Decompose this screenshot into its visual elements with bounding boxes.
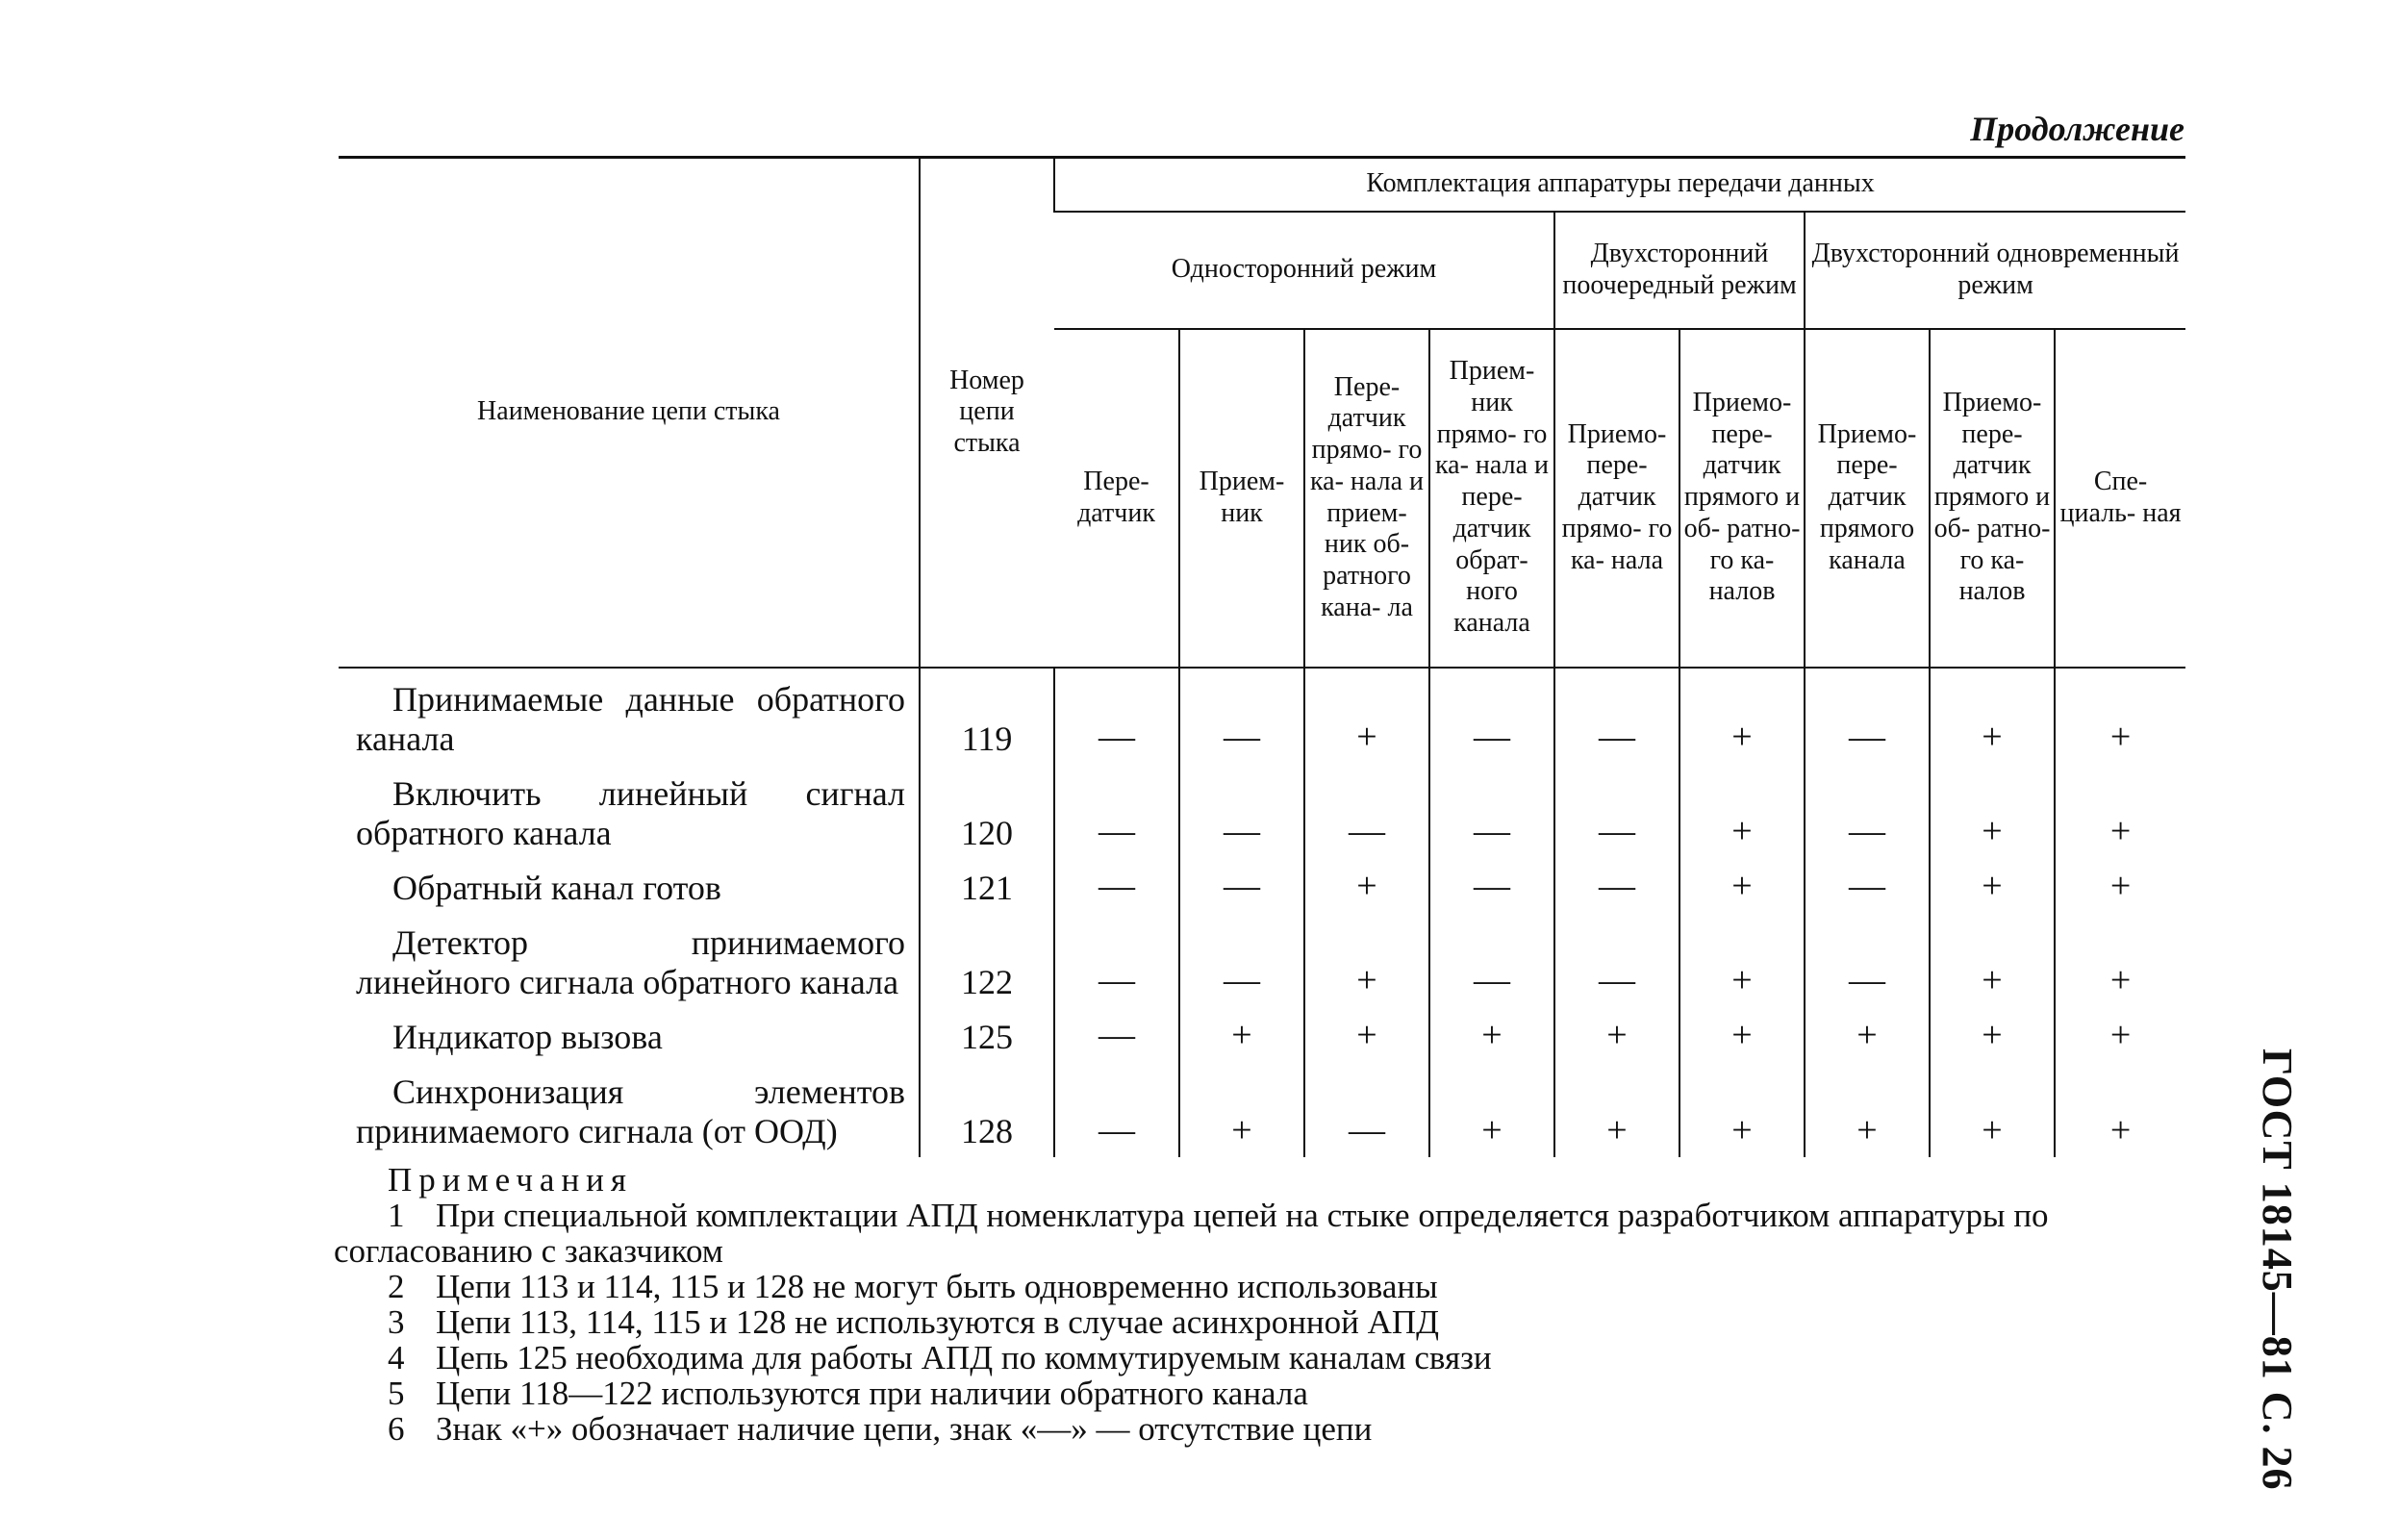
- header-group-full-duplex: Двухсторонний одновременный режим: [1805, 212, 2185, 329]
- mark-cell: —: [1054, 765, 1179, 859]
- note-number: 4: [388, 1339, 405, 1376]
- mark-cell: —: [1805, 859, 1930, 914]
- circuit-name: [339, 1063, 920, 1157]
- circuit-name: [339, 1008, 920, 1063]
- header-sub-fwd-tx-back-rx: Пере- датчик прямо- го ка- нала и прием- ник об- ратного кана- ла: [1304, 329, 1429, 668]
- mark-cell: —: [1805, 914, 1930, 1008]
- header-sub-special: Спе- циаль- ная: [2055, 329, 2185, 668]
- mark-cell: +: [2055, 859, 2185, 914]
- mark-cell: +: [1805, 1008, 1930, 1063]
- circuit-number: 121: [920, 859, 1054, 914]
- mark-cell: +: [1930, 914, 2055, 1008]
- header-sub-hd-fwd-transceiver: Приемо- пере- датчик прямо- го ка- нала: [1554, 329, 1679, 668]
- table-row: [339, 668, 2185, 765]
- circuit-name-text: Детектор принимаемого линейного сигнала обратного канала: [356, 922, 905, 1001]
- header-group-half-duplex: Двухсторонний поочередный режим: [1554, 212, 1805, 329]
- mark-cell: —: [1805, 668, 1930, 765]
- header-sub-transmitter: Пере- датчик: [1054, 329, 1179, 668]
- note-item: [334, 1269, 2195, 1304]
- circuit-name: [339, 765, 920, 859]
- note-text: Знак «+» обозначает наличие цепи, знак «—» — отсутствие цепи: [436, 1410, 1373, 1448]
- note-text: Цепи 113, 114, 115 и 128 не используются в случае асинхронной АПД: [436, 1303, 1440, 1341]
- mark-cell: +: [1679, 765, 1805, 859]
- mark-cell: —: [1429, 914, 1554, 1008]
- mark-cell: —: [1054, 914, 1179, 1008]
- header-sub-fd-fwd-transceiver: Приемо- пере- датчик прямого канала: [1805, 329, 1930, 668]
- note-item: [334, 1376, 2195, 1411]
- mark-cell: +: [1679, 1063, 1805, 1157]
- mark-cell: +: [2055, 1063, 2185, 1157]
- mark-cell: +: [1679, 914, 1805, 1008]
- mark-cell: +: [1805, 1063, 1930, 1157]
- mark-cell: —: [1179, 668, 1304, 765]
- mark-cell: —: [1805, 765, 1930, 859]
- mark-cell: —: [1054, 1063, 1179, 1157]
- mark-cell: —: [1054, 668, 1179, 765]
- continuation-label: Продолжение: [1970, 110, 2184, 148]
- mark-cell: +: [1179, 1008, 1304, 1063]
- note-item: [334, 1304, 2195, 1340]
- mark-cell: +: [2055, 765, 2185, 859]
- mark-cell: +: [1554, 1063, 1679, 1157]
- note-text: Цепи 118—122 используются при наличии обратного канала: [436, 1375, 1308, 1412]
- table-row: [339, 1008, 2185, 1063]
- mark-cell: —: [1429, 668, 1554, 765]
- mark-cell: +: [1930, 1063, 2055, 1157]
- mark-cell: —: [1304, 765, 1429, 859]
- header-sub-hd-both-transceiver: Приемо- пере- датчик прямого и об- ратно- го ка- налов: [1679, 329, 1805, 668]
- mark-cell: +: [1679, 1008, 1805, 1063]
- mark-cell: +: [1679, 668, 1805, 765]
- note-number: 1: [388, 1197, 405, 1234]
- note-text: Цепи 113 и 114, 115 и 128 не могут быть одновременно использованы: [436, 1268, 1438, 1305]
- header-sub-fd-both-transceiver: Приемо- пере- датчик прямого и об- ратно- го ка- налов: [1930, 329, 2055, 668]
- mark-cell: +: [2055, 914, 2185, 1008]
- table-row: [339, 859, 2185, 914]
- circuit-name-text: Индикатор вызова: [392, 1017, 663, 1056]
- mark-cell: —: [1054, 1008, 1179, 1063]
- mark-cell: +: [1304, 668, 1429, 765]
- circuit-number: 119: [920, 668, 1054, 765]
- circuit-name-text: Синхронизация элементов принимаемого сигнала (от ООД): [356, 1072, 905, 1150]
- note-item: [334, 1340, 2195, 1376]
- circuit-table: [339, 156, 2185, 1157]
- standard-page-label-text: ГОСТ 18145—81 С. 26: [2254, 1048, 2301, 1491]
- mark-cell: +: [1930, 765, 2055, 859]
- note-item: [334, 1198, 2195, 1269]
- mark-cell: —: [1429, 859, 1554, 914]
- mark-cell: +: [1429, 1063, 1554, 1157]
- mark-cell: —: [1554, 765, 1679, 859]
- mark-cell: —: [1554, 859, 1679, 914]
- mark-cell: +: [1429, 1008, 1554, 1063]
- header-circuit-number: Номер цепи стыка: [920, 158, 1054, 668]
- mark-cell: —: [1554, 668, 1679, 765]
- circuit-number: 128: [920, 1063, 1054, 1157]
- note-text: При специальной комплектации АПД номенклатура цепей на стыке определяется разработчиком аппаратуры по согласованию с заказчиком: [334, 1197, 2049, 1270]
- circuit-name: [339, 859, 920, 914]
- mark-cell: +: [1304, 1008, 1429, 1063]
- header-sub-fwd-rx-back-tx: Прием- ник прямо- го ка- нала и пере- датчик обрат- ного канала: [1429, 329, 1554, 668]
- header-group-simplex: Односторонний режим: [1054, 212, 1554, 329]
- mark-cell: +: [1930, 668, 2055, 765]
- note-item: [334, 1411, 2195, 1447]
- mark-cell: +: [1930, 859, 2055, 914]
- mark-cell: +: [2055, 668, 2185, 765]
- circuit-name-text: Обратный канал готов: [392, 868, 721, 907]
- header-sub-receiver: Прием- ник: [1179, 329, 1304, 668]
- circuit-name-text: Включить линейный сигнал обратного канала: [356, 773, 905, 852]
- circuit-name: [339, 914, 920, 1008]
- table-row: [339, 914, 2185, 1008]
- mark-cell: —: [1054, 859, 1179, 914]
- table-row: [339, 765, 2185, 859]
- mark-cell: —: [1179, 765, 1304, 859]
- mark-cell: +: [1930, 1008, 2055, 1063]
- circuit-name-text: Принимаемые данные обратного канала: [356, 679, 905, 758]
- mark-cell: +: [1304, 859, 1429, 914]
- circuit-number: 125: [920, 1008, 1054, 1063]
- circuit-number: 120: [920, 765, 1054, 859]
- note-number: 6: [388, 1410, 405, 1448]
- circuit-number: 122: [920, 914, 1054, 1008]
- note-number: 5: [388, 1375, 405, 1412]
- table-row: [339, 1063, 2185, 1157]
- mark-cell: +: [2055, 1008, 2185, 1063]
- note-text: Цепь 125 необходима для работы АПД по коммутируемым каналам связи: [436, 1339, 1492, 1376]
- mark-cell: +: [1679, 859, 1805, 914]
- mark-cell: +: [1179, 1063, 1304, 1157]
- note-number: 2: [388, 1268, 405, 1305]
- mark-cell: +: [1304, 914, 1429, 1008]
- header-equipment-group: Комплектация аппаратуры передачи данных: [1054, 158, 2185, 212]
- mark-cell: —: [1429, 765, 1554, 859]
- notes-block: [334, 1162, 2195, 1447]
- notes-title: Примечания: [388, 1161, 634, 1199]
- mark-cell: +: [1554, 1008, 1679, 1063]
- header-circuit-name: Наименование цепи стыка: [339, 158, 920, 668]
- circuit-name: [339, 668, 920, 765]
- mark-cell: —: [1304, 1063, 1429, 1157]
- note-number: 3: [388, 1303, 405, 1341]
- mark-cell: —: [1179, 914, 1304, 1008]
- mark-cell: —: [1554, 914, 1679, 1008]
- mark-cell: —: [1179, 859, 1304, 914]
